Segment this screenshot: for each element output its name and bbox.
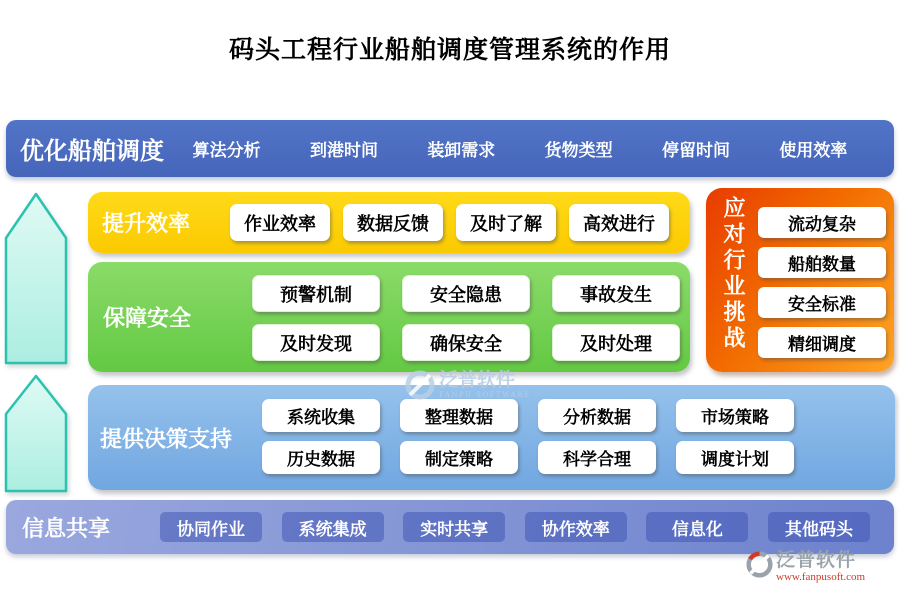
sharing-item: 其他码头	[768, 512, 870, 542]
section-efficiency	[88, 192, 690, 253]
watermark-subtitle: FANPU SOFTWARE	[439, 390, 531, 399]
efficiency-item: 数据反馈	[343, 204, 443, 241]
section-decision	[88, 385, 895, 490]
efficiency-item: 高效进行	[569, 204, 669, 241]
decision-item: 市场策略	[676, 399, 794, 432]
brand-name: 泛普软件	[776, 549, 857, 571]
decision-item: 调度计划	[676, 441, 794, 474]
up-arrow-icon	[4, 374, 68, 493]
top-banner-keyword: 停留时间	[661, 141, 730, 161]
section-safety-label: 保障安全	[103, 305, 192, 332]
section-challenge-label: 应对行业挑战	[720, 196, 746, 352]
top-banner-label: 优化船舶调度	[20, 136, 164, 165]
challenge-item: 精细调度	[758, 327, 886, 358]
challenge-item: 船舶数量	[758, 247, 886, 278]
sharing-item: 信息化	[646, 512, 748, 542]
challenge-item: 流动复杂	[758, 207, 886, 238]
section-sharing	[6, 500, 894, 554]
up-arrow-icon	[4, 192, 68, 365]
sharing-item: 实时共享	[403, 512, 505, 542]
section-safety	[88, 262, 690, 372]
watermark-brand: 泛普软件	[439, 369, 516, 391]
sharing-item: 系统集成	[282, 512, 384, 542]
decision-item: 分析数据	[538, 399, 656, 432]
top-banner	[6, 120, 894, 177]
sharing-item: 协作效率	[525, 512, 627, 542]
page-title: 码头工程行业船舶调度管理系统的作用	[228, 35, 671, 64]
section-decision-label: 提供决策支持	[100, 426, 233, 452]
brand-website: www.fanpusoft.com	[776, 570, 866, 583]
top-banner-keyword: 算法分析	[192, 141, 261, 161]
safety-item: 预警机制	[252, 275, 380, 312]
decision-item: 科学合理	[538, 441, 656, 474]
top-banner-keyword: 货物类型	[544, 141, 613, 161]
efficiency-item: 作业效率	[230, 204, 330, 241]
top-banner-keyword: 使用效率	[779, 141, 848, 161]
top-banner-keyword: 装卸需求	[427, 141, 496, 161]
top-banner-keyword: 到港时间	[309, 141, 378, 161]
section-efficiency-label: 提升效率	[102, 211, 191, 237]
sharing-item: 协同作业	[160, 512, 262, 542]
section-challenge	[706, 188, 894, 372]
safety-item: 及时处理	[552, 324, 680, 361]
safety-item: 确保安全	[402, 324, 530, 361]
safety-item: 安全隐患	[402, 275, 530, 312]
brand-logo	[746, 551, 865, 583]
top-banner-keywords	[164, 136, 880, 161]
decision-item: 系统收集	[262, 399, 380, 432]
fanpu-logo-icon	[746, 551, 773, 578]
challenge-item: 安全标准	[758, 287, 886, 318]
decision-item: 整理数据	[400, 399, 518, 432]
decision-item: 制定策略	[400, 441, 518, 474]
efficiency-item: 及时了解	[456, 204, 556, 241]
decision-item: 历史数据	[262, 441, 380, 474]
safety-item: 及时发现	[252, 324, 380, 361]
section-sharing-label: 信息共享	[22, 515, 111, 542]
safety-item: 事故发生	[552, 275, 680, 312]
